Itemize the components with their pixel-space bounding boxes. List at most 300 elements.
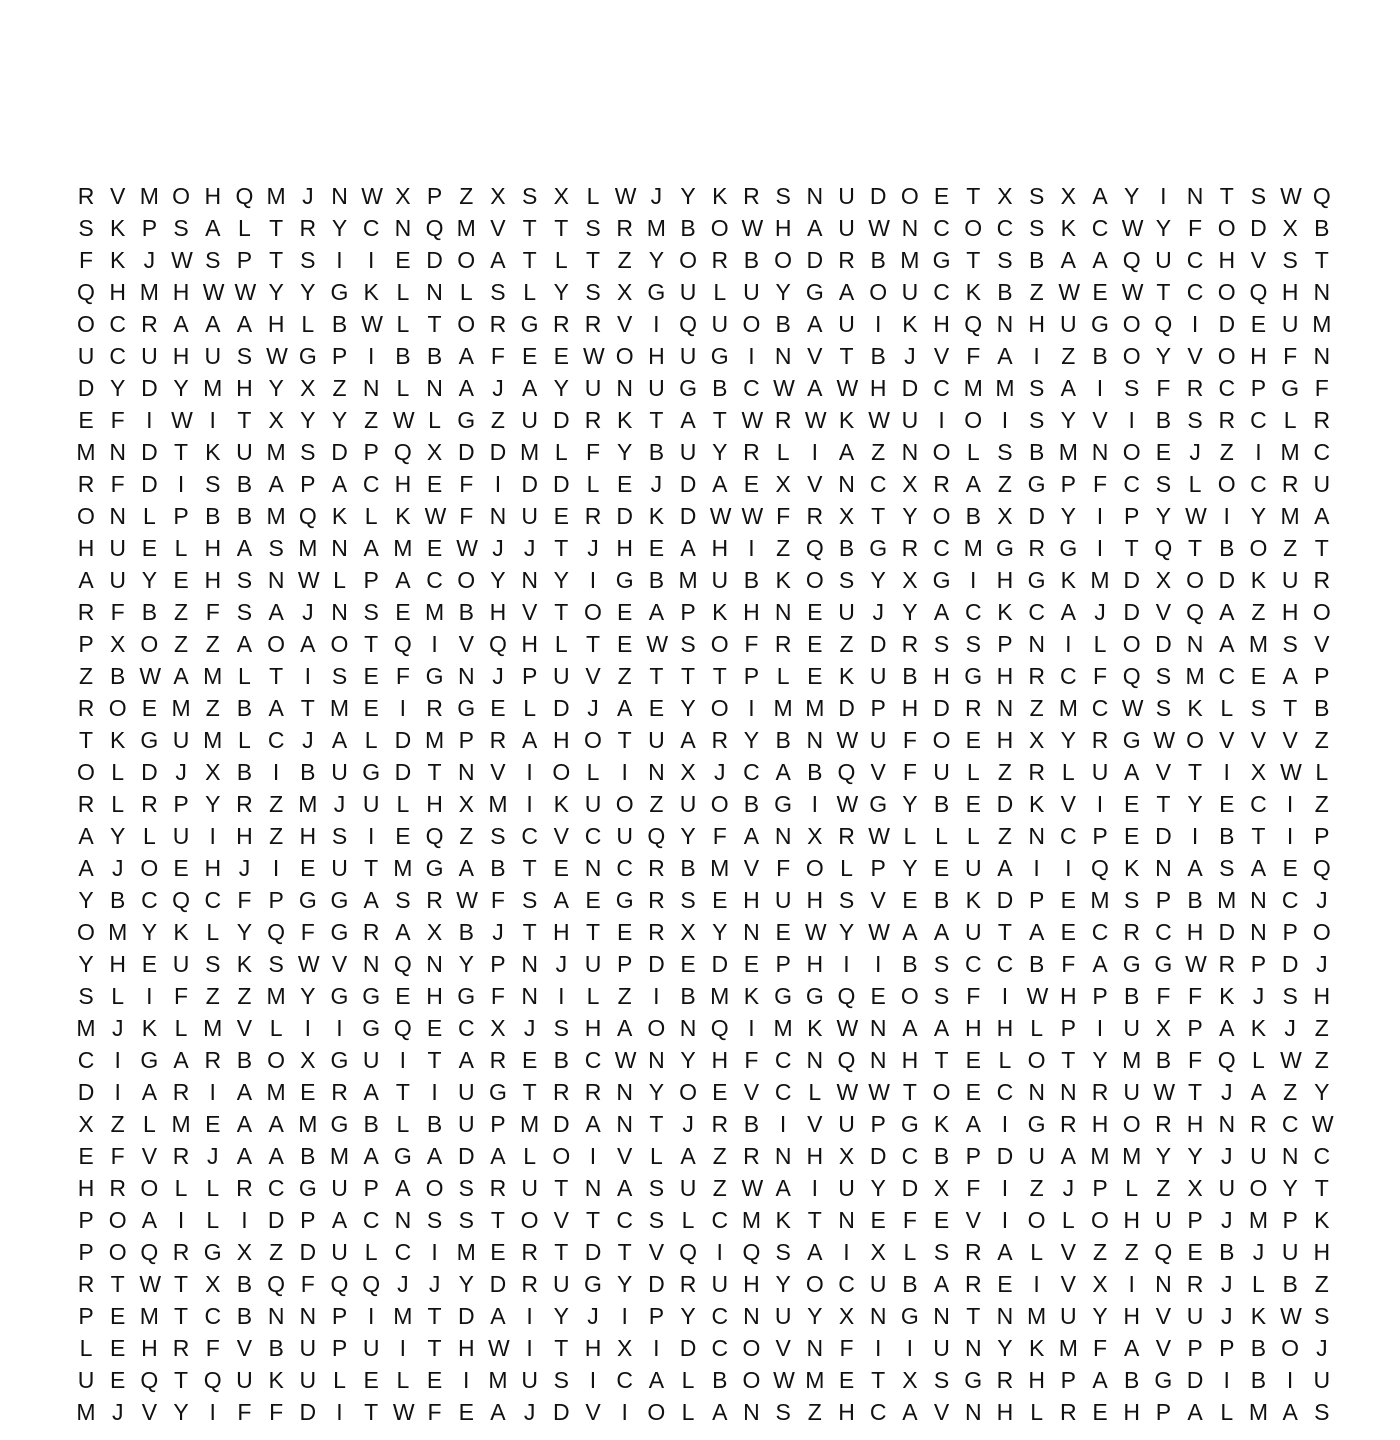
grid-letter: L — [523, 279, 537, 305]
grid-letter: P — [1060, 1015, 1076, 1041]
grid-letter: U — [1281, 567, 1299, 593]
grid-letter: W — [361, 183, 383, 209]
grid-letter: U — [109, 535, 126, 561]
grid-letter: T — [522, 1079, 537, 1105]
grid-letter: N — [109, 439, 126, 465]
grid-letter: A — [648, 1367, 665, 1393]
grid-letter: V — [933, 343, 950, 369]
grid-letter: T — [681, 663, 696, 689]
grid-letter: U — [362, 791, 380, 817]
grid-letter: R — [489, 311, 507, 337]
grid-letter: H — [616, 535, 633, 561]
grid-letter: M — [139, 1303, 159, 1329]
grid-letter: O — [932, 727, 951, 753]
grid-letter: U — [457, 1079, 475, 1105]
grid-letter: L — [776, 439, 790, 465]
grid-letter: A — [997, 855, 1013, 881]
grid-letter: O — [140, 855, 159, 881]
grid-letter: T — [554, 535, 569, 561]
grid-letter: I — [589, 567, 597, 593]
grid-letter: S — [680, 887, 696, 913]
grid-letter: F — [1188, 1047, 1203, 1073]
grid-letter: U — [1250, 1143, 1267, 1169]
grid-letter: V — [490, 215, 506, 241]
grid-letter: T — [174, 439, 189, 465]
grid-letter: Z — [712, 1175, 727, 1201]
grid-letter: U — [711, 1271, 729, 1297]
grid-letter: U — [1281, 1239, 1299, 1265]
grid-letter: E — [395, 247, 411, 273]
grid-letter: J — [1062, 1175, 1075, 1201]
grid-letter: V — [553, 1207, 569, 1233]
grid-letter: M — [203, 663, 223, 689]
grid-letter: C — [584, 1047, 602, 1073]
grid-letter: Z — [1314, 727, 1329, 753]
grid-letter: E — [680, 951, 696, 977]
grid-letter: M — [1090, 887, 1110, 913]
grid-letter: C — [996, 215, 1014, 241]
grid-letter: C — [1091, 215, 1109, 241]
grid-letter: A — [1092, 247, 1108, 273]
grid-letter: U — [933, 1335, 950, 1361]
grid-letter: Q — [1154, 311, 1173, 337]
grid-letter: J — [1221, 1143, 1233, 1169]
grid-letter: U — [299, 1367, 317, 1393]
grid-letter: M — [424, 727, 445, 753]
grid-letter: K — [363, 279, 379, 305]
grid-letter: C — [362, 215, 380, 241]
grid-letter: F — [427, 1399, 442, 1425]
grid-letter: A — [205, 311, 221, 337]
grid-letter: J — [523, 1015, 536, 1041]
grid-letter: F — [744, 1047, 759, 1073]
grid-letter: D — [394, 727, 412, 753]
grid-letter: E — [1155, 439, 1172, 465]
grid-row — [76, 1332, 1332, 1364]
grid-letter: G — [1154, 951, 1173, 977]
grid-letter: S — [205, 951, 221, 977]
grid-letter: S — [1314, 1303, 1330, 1329]
grid-letter: F — [1156, 983, 1171, 1009]
grid-letter: I — [209, 823, 216, 849]
grid-letter: T — [427, 759, 442, 785]
grid-letter: N — [426, 375, 443, 401]
grid-letter: R — [1123, 919, 1140, 945]
grid-letter: H — [774, 215, 792, 241]
grid-letter: Q — [837, 759, 856, 785]
grid-letter: H — [743, 1271, 760, 1297]
grid-letter: Z — [1314, 791, 1329, 817]
grid-letter: T — [966, 247, 981, 273]
grid-letter: A — [712, 471, 728, 497]
grid-letter: T — [1061, 1047, 1076, 1073]
grid-letter: S — [775, 1239, 791, 1265]
grid-letter: A — [458, 855, 474, 881]
grid-letter: P — [173, 791, 189, 817]
grid-letter: V — [553, 823, 569, 849]
grid-letter: I — [621, 1399, 628, 1425]
grid-letter: S — [1282, 631, 1298, 657]
grid-letter: Z — [1061, 343, 1076, 369]
grid-letter: X — [1155, 1015, 1172, 1041]
grid-letter: B — [300, 759, 316, 785]
grid-letter: A — [1060, 375, 1076, 401]
grid-letter: A — [1219, 631, 1235, 657]
grid-letter: U — [1123, 1079, 1140, 1105]
grid-letter: Q — [710, 1015, 729, 1041]
grid-letter: R — [1028, 663, 1045, 689]
grid-letter: G — [1027, 471, 1046, 497]
grid-letter: I — [748, 535, 755, 561]
grid-letter: D — [521, 471, 538, 497]
grid-letter: O — [584, 599, 602, 625]
grid-letter: I — [336, 1399, 343, 1425]
grid-letter: Y — [300, 279, 316, 305]
grid-letter: J — [143, 247, 156, 273]
grid-row — [76, 884, 1332, 916]
grid-letter: H — [172, 279, 190, 305]
grid-letter: H — [996, 1399, 1014, 1425]
grid-letter: D — [996, 791, 1014, 817]
grid-letter: Y — [490, 567, 506, 593]
grid-letter: U — [1060, 1303, 1077, 1329]
grid-letter: M — [741, 1207, 762, 1233]
grid-letter: A — [648, 599, 665, 625]
grid-letter: H — [584, 1015, 602, 1041]
grid-letter: G — [774, 791, 793, 817]
grid-row — [76, 276, 1332, 308]
grid-letter: Q — [1312, 183, 1331, 209]
grid-letter: Z — [1092, 1239, 1108, 1265]
grid-letter: N — [838, 471, 855, 497]
grid-letter: A — [521, 375, 538, 401]
grid-letter: H — [457, 1335, 475, 1361]
grid-row — [76, 244, 1332, 276]
grid-letter: B — [680, 215, 696, 241]
grid-letter: G — [1122, 951, 1141, 977]
grid-letter: C — [964, 951, 982, 977]
grid-letter: R — [1313, 407, 1331, 433]
grid-letter: U — [838, 1111, 855, 1137]
grid-letter: I — [1033, 343, 1040, 369]
grid-letter: N — [394, 215, 412, 241]
grid-letter: F — [1314, 375, 1329, 401]
grid-letter: N — [1186, 631, 1204, 657]
grid-letter: S — [1028, 215, 1045, 241]
grid-letter: U — [553, 663, 570, 689]
grid-letter: H — [267, 311, 285, 337]
grid-letter: C — [362, 1207, 380, 1233]
grid-letter: A — [775, 759, 791, 785]
grid-letter: X — [807, 823, 823, 849]
grid-letter: R — [584, 1079, 602, 1105]
grid-letter: X — [490, 183, 506, 209]
grid-letter: D — [1123, 599, 1140, 625]
grid-letter: L — [903, 823, 917, 849]
grid-letter: N — [1250, 919, 1267, 945]
grid-letter: E — [553, 503, 569, 529]
grid-letter: U — [331, 855, 348, 881]
grid-letter: S — [300, 439, 316, 465]
grid-letter: I — [1191, 823, 1199, 849]
grid-letter: E — [426, 1367, 443, 1393]
grid-letter: R — [679, 1271, 697, 1297]
grid-letter: O — [1122, 343, 1141, 369]
grid-letter: G — [964, 663, 983, 689]
grid-letter: H — [1250, 343, 1267, 369]
grid-letter: O — [140, 1175, 159, 1201]
grid-letter: N — [806, 727, 824, 753]
grid-letter: C — [774, 1079, 792, 1105]
grid-letter: Y — [617, 1271, 633, 1297]
grid-letter: I — [1160, 183, 1167, 209]
grid-letter: Y — [1155, 343, 1172, 369]
grid-letter: R — [584, 311, 602, 337]
grid-letter: A — [1187, 1399, 1203, 1425]
grid-letter: X — [680, 919, 696, 945]
grid-letter: L — [966, 439, 980, 465]
grid-letter: D — [1028, 503, 1045, 529]
grid-row — [76, 180, 1332, 212]
grid-letter: R — [648, 887, 665, 913]
grid-letter: M — [1058, 1335, 1078, 1361]
grid-row — [76, 852, 1332, 884]
grid-letter: W — [1058, 279, 1081, 305]
grid-letter: A — [141, 1079, 158, 1105]
grid-letter: A — [490, 1143, 506, 1169]
grid-letter: L — [238, 215, 251, 241]
grid-letter: B — [648, 567, 665, 593]
grid-letter: T — [585, 631, 601, 657]
grid-row — [76, 980, 1332, 1012]
grid-letter: C — [204, 1303, 222, 1329]
grid-letter: S — [521, 887, 538, 913]
grid-letter: U — [1218, 1175, 1236, 1201]
grid-letter: P — [331, 1303, 348, 1329]
grid-letter: Q — [1217, 1047, 1236, 1073]
grid-letter: S — [775, 183, 791, 209]
grid-letter: P — [1219, 1335, 1235, 1361]
grid-letter: L — [206, 919, 220, 945]
grid-letter: K — [395, 503, 411, 529]
grid-letter: C — [457, 1015, 475, 1041]
grid-letter: Q — [488, 631, 507, 657]
grid-letter: R — [141, 791, 158, 817]
grid-letter: C — [933, 215, 950, 241]
grid-letter: C — [1091, 695, 1109, 721]
grid-letter: E — [490, 1239, 506, 1265]
grid-letter: P — [1155, 1399, 1172, 1425]
grid-letter: C — [1028, 599, 1045, 625]
grid-letter: C — [711, 1303, 729, 1329]
grid-letter: L — [206, 1207, 220, 1233]
grid-letter: H — [109, 951, 126, 977]
grid-letter: E — [807, 631, 823, 657]
grid-letter: X — [617, 1335, 633, 1361]
grid-letter: T — [110, 1271, 125, 1297]
grid-letter: Q — [1186, 599, 1204, 625]
grid-letter: L — [681, 1399, 695, 1425]
grid-letter: A — [1219, 599, 1235, 625]
grid-letter: Y — [553, 1303, 569, 1329]
grid-letter: V — [1155, 1303, 1172, 1329]
grid-letter: Y — [870, 1175, 886, 1201]
grid-letter: A — [553, 887, 569, 913]
grid-letter: G — [1122, 727, 1141, 753]
grid-letter: U — [648, 375, 665, 401]
grid-letter: T — [522, 855, 537, 881]
grid-letter: Z — [1029, 695, 1044, 721]
grid-letter: O — [1217, 279, 1236, 305]
grid-letter: D — [933, 695, 950, 721]
grid-letter: C — [204, 887, 222, 913]
grid-letter: T — [649, 1111, 664, 1137]
grid-letter: M — [963, 535, 983, 561]
grid-letter: W — [234, 279, 257, 305]
grid-letter: Q — [647, 823, 666, 849]
grid-letter: B — [743, 1111, 760, 1137]
grid-letter: P — [1155, 887, 1172, 913]
grid-letter: M — [520, 1111, 540, 1137]
grid-letter: O — [1217, 343, 1236, 369]
grid-letter: I — [621, 759, 628, 785]
grid-letter: X — [553, 183, 569, 209]
grid-letter: I — [779, 1111, 787, 1137]
grid-letter: G — [774, 983, 793, 1009]
grid-letter: W — [297, 951, 320, 977]
grid-letter: Z — [1219, 439, 1234, 465]
grid-letter: M — [76, 1015, 96, 1041]
grid-letter: O — [77, 503, 95, 529]
grid-letter: N — [901, 215, 919, 241]
grid-letter: T — [174, 1303, 189, 1329]
grid-letter: K — [110, 727, 126, 753]
grid-letter: P — [490, 951, 506, 977]
grid-letter: B — [743, 247, 760, 273]
grid-letter: B — [1187, 887, 1203, 913]
grid-letter: D — [648, 951, 665, 977]
grid-letter: V — [236, 1015, 253, 1041]
grid-row — [76, 372, 1332, 404]
grid-letter: U — [679, 279, 697, 305]
grid-letter: Y — [648, 247, 665, 273]
grid-letter: I — [526, 759, 533, 785]
grid-letter: S — [490, 279, 506, 305]
grid-letter: E — [553, 855, 569, 881]
grid-letter: T — [585, 919, 601, 945]
grid-letter: T — [1314, 535, 1329, 561]
grid-letter: O — [172, 183, 190, 209]
grid-letter: L — [333, 567, 346, 593]
grid-letter: Q — [393, 1015, 412, 1041]
grid-letter: A — [173, 1047, 189, 1073]
grid-letter: N — [869, 1303, 887, 1329]
grid-letter: A — [617, 695, 633, 721]
grid-letter: D — [457, 1303, 475, 1329]
grid-letter: A — [617, 1015, 633, 1041]
grid-letter: A — [1092, 183, 1108, 209]
grid-letter: O — [108, 1239, 127, 1265]
grid-letter: P — [363, 439, 379, 465]
grid-letter: U — [616, 823, 633, 849]
grid-letter: E — [1250, 663, 1267, 689]
grid-letter: Q — [1154, 535, 1173, 561]
grid-letter: A — [807, 375, 823, 401]
grid-letter: Q — [172, 887, 190, 913]
grid-letter: Z — [1314, 1271, 1329, 1297]
grid-letter: Y — [902, 503, 918, 529]
grid-letter: Y — [78, 887, 94, 913]
grid-letter: I — [367, 823, 375, 849]
grid-letter: S — [458, 1175, 474, 1201]
grid-letter: R — [964, 1239, 982, 1265]
grid-letter: T — [871, 503, 886, 529]
grid-letter: T — [617, 1239, 632, 1265]
grid-letter: R — [1155, 1111, 1172, 1137]
grid-letter: J — [650, 471, 663, 497]
grid-letter: Y — [902, 791, 918, 817]
grid-letter: U — [1313, 471, 1331, 497]
grid-letter: T — [395, 1079, 410, 1105]
grid-letter: Y — [458, 951, 474, 977]
grid-letter: N — [521, 983, 538, 1009]
grid-letter: S — [521, 183, 538, 209]
grid-letter: O — [742, 1335, 761, 1361]
grid-row — [76, 212, 1332, 244]
grid-letter: B — [1092, 343, 1108, 369]
grid-letter: K — [331, 503, 348, 529]
grid-letter: N — [996, 695, 1014, 721]
grid-letter: S — [585, 279, 601, 305]
grid-letter: R — [1186, 375, 1204, 401]
grid-letter: C — [933, 375, 950, 401]
grid-letter: E — [78, 1143, 94, 1169]
grid-letter: H — [901, 1047, 919, 1073]
grid-letter: M — [805, 1367, 825, 1393]
grid-row — [76, 1396, 1332, 1428]
grid-letter: U — [331, 1175, 348, 1201]
grid-letter: Q — [235, 183, 254, 209]
grid-letter: T — [902, 1079, 917, 1105]
grid-letter: T — [712, 663, 727, 689]
grid-letter: M — [1248, 631, 1269, 657]
grid-letter: V — [1314, 631, 1330, 657]
grid-letter: W — [1280, 183, 1302, 209]
grid-letter: N — [616, 1111, 633, 1137]
grid-letter: S — [648, 1175, 665, 1201]
grid-letter: P — [1060, 471, 1076, 497]
grid-letter: G — [1059, 535, 1078, 561]
grid-letter: X — [426, 439, 443, 465]
grid-letter: O — [710, 215, 729, 241]
grid-letter: Y — [743, 727, 760, 753]
grid-letter: A — [78, 855, 94, 881]
grid-letter: O — [710, 631, 729, 657]
grid-letter: Q — [393, 631, 412, 657]
grid-letter: N — [964, 1399, 982, 1425]
grid-letter: U — [584, 791, 602, 817]
grid-row — [76, 1268, 1332, 1300]
grid-letter: H — [711, 535, 729, 561]
grid-letter: B — [458, 919, 474, 945]
grid-letter: U — [204, 343, 222, 369]
grid-letter: V — [807, 471, 823, 497]
grid-letter: O — [140, 631, 159, 657]
grid-letter: G — [425, 663, 444, 689]
grid-letter: K — [965, 279, 981, 305]
grid-letter: L — [269, 1015, 283, 1041]
grid-letter: J — [492, 535, 504, 561]
